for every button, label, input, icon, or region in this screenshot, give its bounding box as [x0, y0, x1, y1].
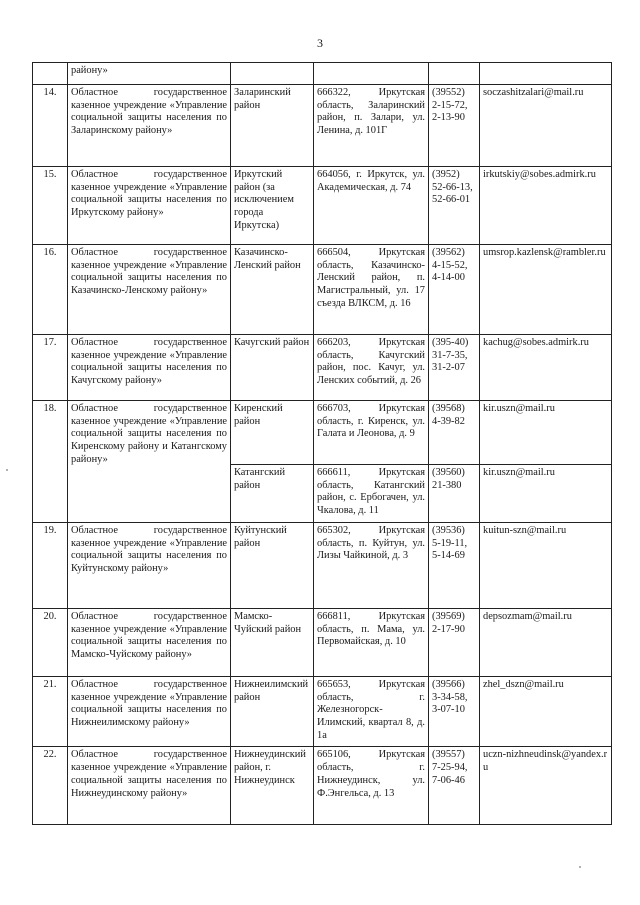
address-cell: 666322, Иркутская область, Заларинский район, п. Залари, ул. Ленина, д. 101Г [314, 85, 429, 167]
district-cell: Катангский район [231, 465, 314, 523]
phone-line: 4-39-82 [432, 415, 465, 427]
table-row [33, 245, 612, 335]
phone-line: 3-34-58, [432, 691, 468, 703]
district-cell: Киренский район [231, 401, 314, 465]
district-cell: Нижнеудинский район, г. Нижнеудинск [231, 747, 314, 825]
phone-line: (39557) [432, 749, 465, 761]
district-cell: Иркутский район (за исключением города Иркутска) [231, 167, 314, 245]
email-cell: zhel_dszn@mail.ru [480, 677, 612, 747]
phone-cell [429, 677, 480, 747]
phone-line: 5-14-69 [432, 550, 465, 562]
email-cell: umsrop.kazlensk@rambler.ru [480, 245, 612, 335]
email-cell: kachug@sobes.admirk.ru [480, 335, 612, 401]
phone-line: 52-66-01 [432, 194, 471, 206]
email-cell: uczn-nizhneudinsk@yandex.ru [480, 747, 612, 825]
address-cell: 666504, Иркутская область, Казачинско-Ленский район, п. Магистральный, ул. 17 съезда ВЛКСМ, д. 16 [314, 245, 429, 335]
institution-name-cell: Областное государственное казенное учреждение «Управление социальной защиты населения по Заларинскому району» [68, 85, 231, 167]
institution-name-cell: Областное государственное казенное учреждение «Управление социальной защиты населения по Киренскому району и Катангскому району» [68, 401, 231, 523]
institution-name-cell: Областное государственное казенное учреждение «Управление социальной защиты населения по Куйтунскому району» [68, 523, 231, 609]
phone-line: 52-66-13, [432, 181, 473, 193]
phone-cell [429, 747, 480, 825]
phone-line: 4-15-52, [432, 259, 468, 271]
address-cell: 664056, г. Иркутск, ул. Академическая, д. 74 [314, 167, 429, 245]
phone-line: (3952) [432, 169, 460, 180]
phone-line: (39560) [432, 467, 465, 478]
phone-line: (39562) [432, 247, 465, 258]
table-row [33, 167, 612, 245]
address-cell: 666611, Иркутская область, Катангский район, с. Ербогачен, ул. Чкалова, д. 11 [314, 465, 429, 523]
table-row [33, 747, 612, 825]
institutions-table [32, 62, 612, 825]
address-cell: 665106, Иркутская область, г. Нижнеудинск, ул. Ф.Энгельса, д. 13 [314, 747, 429, 825]
phone-line: 21-380 [432, 479, 462, 491]
phone-line: 7-25-94, [432, 762, 468, 774]
phone-line: 2-13-90 [432, 112, 465, 124]
institution-name-cell: Областное государственное казенное учреждение «Управление социальной защиты населения по Иркутскому району» [68, 167, 231, 245]
phone-cell [429, 523, 480, 609]
row-number-cell: 22. [33, 747, 68, 825]
phone-cell [429, 167, 480, 245]
table-row [33, 401, 612, 465]
table-row [33, 85, 612, 167]
phone-cell [429, 465, 480, 523]
row-number-cell: 18. [33, 401, 68, 523]
phone-line: 2-17-90 [432, 623, 465, 635]
district-cell [231, 63, 314, 85]
phone-line: 31-2-07 [432, 362, 465, 374]
row-number-cell: 20. [33, 609, 68, 677]
email-cell [480, 63, 612, 85]
scan-speck [579, 866, 581, 868]
table-row [33, 609, 612, 677]
phone-line: (39568) [432, 403, 465, 414]
table-row [33, 523, 612, 609]
district-cell: Качугский район [231, 335, 314, 401]
district-cell: Мамско-Чуйский район [231, 609, 314, 677]
phone-line: 5-19-11, [432, 537, 468, 549]
district-cell: Куйтунский район [231, 523, 314, 609]
row-number-cell: 16. [33, 245, 68, 335]
row-number-cell: 21. [33, 677, 68, 747]
phone-line: 7-06-46 [432, 774, 465, 786]
email-cell: depsozmam@mail.ru [480, 609, 612, 677]
row-number-cell: 17. [33, 335, 68, 401]
row-number-cell: 15. [33, 167, 68, 245]
row-number-cell [33, 63, 68, 85]
email-cell: kir.uszn@mail.ru [480, 465, 612, 523]
institution-name-cell: Областное государственное казенное учреждение «Управление социальной защиты населения по Нижнеудинскому району» [68, 747, 231, 825]
address-cell: 666203, Иркутская область, Качугский район, пос. Качуг, ул. Ленских событий, д. 26 [314, 335, 429, 401]
page-number: 3 [317, 36, 323, 50]
institution-name-cell: Областное государственное казенное учреждение «Управление социальной защиты населения по Нижнеилимскому району» [68, 677, 231, 747]
phone-cell [429, 609, 480, 677]
phone-line: (39552) [432, 87, 465, 98]
email-cell: soczashitzalari@mail.ru [480, 85, 612, 167]
table-row [33, 335, 612, 401]
address-cell: 666811, Иркутская область, п. Мама, ул. Первомайская, д. 10 [314, 609, 429, 677]
phone-cell [429, 335, 480, 401]
institution-name-cell: Областное государственное казенное учреждение «Управление социальной защиты населения по Мамско-Чуйскому району» [68, 609, 231, 677]
phone-line: 31-7-35, [432, 349, 468, 361]
scan-speck [6, 469, 8, 471]
email-cell: irkutskiy@sobes.admirk.ru [480, 167, 612, 245]
phone-line: (39569) [432, 611, 465, 622]
phone-line: (39566) [432, 679, 465, 690]
phone-line: 4-14-00 [432, 272, 465, 284]
phone-cell [429, 63, 480, 85]
address-cell [314, 63, 429, 85]
district-cell: Заларинский район [231, 85, 314, 167]
phone-cell [429, 85, 480, 167]
table-row [33, 677, 612, 747]
phone-line: 3-07-10 [432, 704, 465, 716]
address-cell: 665302, Иркутская область, п. Куйтун, ул. Лизы Чайкиной, д. 3 [314, 523, 429, 609]
district-cell: Нижнеилимский район [231, 677, 314, 747]
institution-name-cell: району» [68, 63, 231, 85]
phone-cell [429, 401, 480, 465]
phone-line: (395-40) [432, 337, 469, 348]
email-cell: kuitun-szn@mail.ru [480, 523, 612, 609]
institution-name-cell: Областное государственное казенное учреждение «Управление социальной защиты населения по Качугскому району» [68, 335, 231, 401]
row-number-cell: 14. [33, 85, 68, 167]
district-cell: Казачинско-Ленский район [231, 245, 314, 335]
table-row [33, 63, 612, 85]
institution-name-cell: Областное государственное казенное учреждение «Управление социальной защиты населения по Казачинско-Ленскому району» [68, 245, 231, 335]
phone-cell [429, 245, 480, 335]
address-cell: 666703, Иркутская область, г. Киренск, ул. Галата и Леонова, д. 9 [314, 401, 429, 465]
phone-line: 2-15-72, [432, 99, 468, 111]
email-cell: kir.uszn@mail.ru [480, 401, 612, 465]
phone-line: (39536) [432, 525, 465, 536]
row-number-cell: 19. [33, 523, 68, 609]
address-cell: 665653, Иркутская область, г. Железногорск-Илимский, квартал 8, д. 1а [314, 677, 429, 747]
